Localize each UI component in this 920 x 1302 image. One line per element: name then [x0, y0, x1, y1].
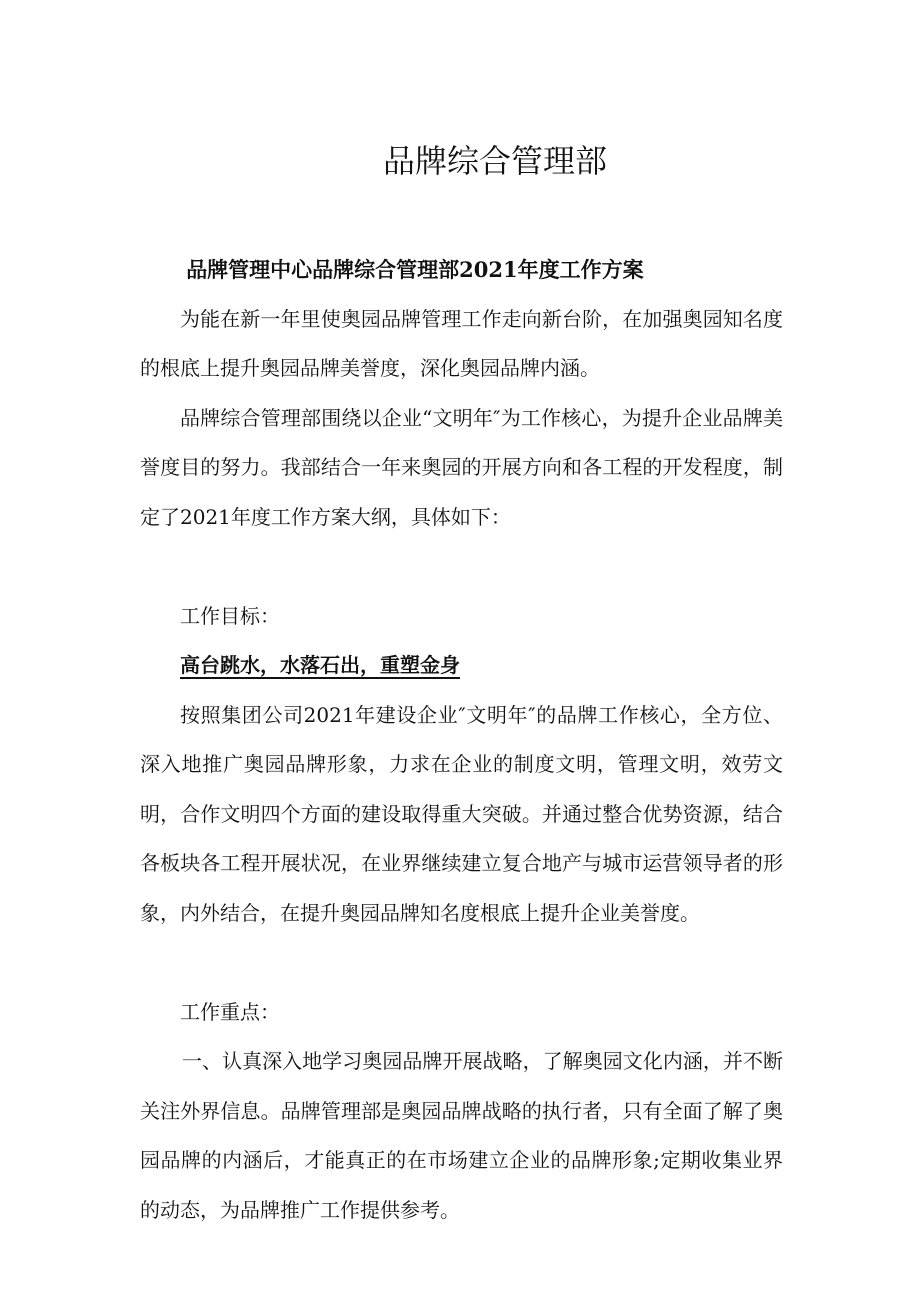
blank-line: [140, 938, 783, 988]
goals-slogan-line: [140, 641, 783, 691]
intro-paragraph-2: 品牌综合管理部围绕以企业“文明年″为工作核心，为提升企业品牌美誉度目的努力。我部结合一年来奥园的开展方向和各工程的开发程度，制定了2021年度工作方案大纲，具体如下：: [140, 405, 783, 529]
focus-heading: 工作重点：: [180, 999, 280, 1024]
focus-item-1: 一、认真深入地学习奥园品牌开展战略，了解奥园文化内涵，并不断关注外界信息。品牌管理部是奥园品牌战略的执行者，只有全面了解了奥园品牌的内涵后，才能真正的在市场建立企业的品牌形象;定期收集业界的动态，为品牌推广工作提供参考。: [140, 1049, 783, 1222]
department-header: 品牌综合管理部: [382, 142, 607, 180]
document-body: [140, 245, 783, 1235]
goals-paragraph: 按照集团公司2021年建设企业″文明年″的品牌工作核心，全方位、深入地推广奥园品牌形象，力求在企业的制度文明，管理文明，效劳文明，合作文明四个方面的建设取得重大突破。并通过整合优势资源，结合各板块各工程开展状况，在业界继续建立复合地产与城市运营领导者的形象，内外结合，在提升奥园品牌知名度根底上提升企业美誉度。: [140, 702, 783, 925]
goals-heading: 工作目标：: [180, 603, 280, 628]
intro-paragraph-1: 为能在新一年里使奥园品牌管理工作走向新台阶，在加强奥园知名度的根底上提升奥园品牌美誉度，深化奥园品牌内涵。: [140, 306, 783, 380]
blank-line: [140, 542, 783, 592]
document-title: 品牌管理中心品牌综合管理部2021年度工作方案: [186, 257, 644, 282]
goals-slogan: 高台跳水，水落石出，重塑金身: [180, 653, 460, 677]
